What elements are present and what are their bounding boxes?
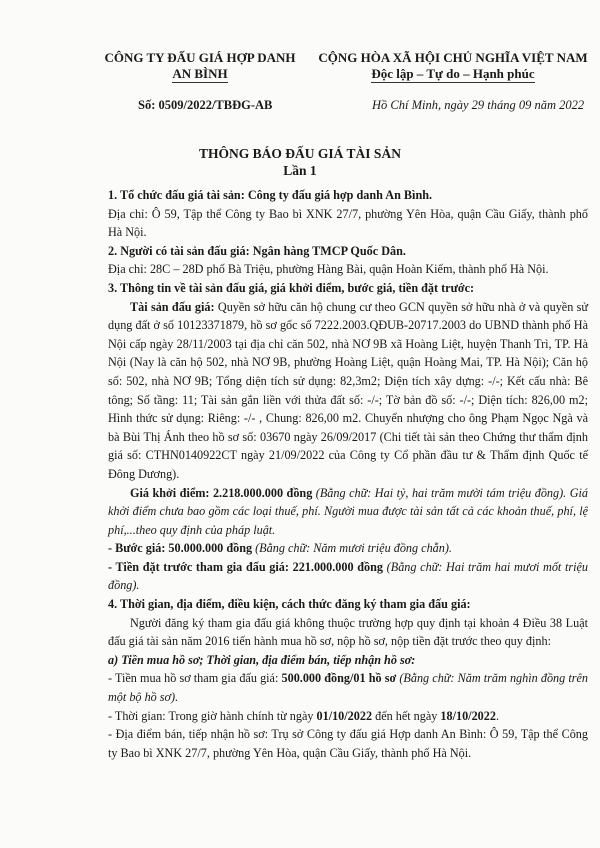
start-price-words: (Bằng chữ: Hai tỷ, hai trăm mười tám triệu đồng). Giá khởi điểm chưa bao gồm các loại thuế, phí. Người mua được tài sản tất cả các khoản thuế, phí, lệ phí,...theo quy định của pháp luật. — [108, 485, 588, 537]
time-end: . — [495, 708, 499, 723]
time-to: 18/10/2022 — [440, 708, 496, 723]
asset-paragraph — [108, 298, 588, 484]
fee-prefix: - Tiền mua hồ sơ tham gia đấu giá: — [108, 671, 282, 686]
org-name-line2: AN BÌNH — [172, 66, 228, 81]
deposit-words: (Bằng chữ: Hai trăm hai mươi mốt triệu đồng). — [108, 559, 589, 593]
time-mid: đến hết ngày — [372, 708, 441, 723]
step-paragraph — [108, 539, 588, 558]
deposit-label: - Tiền đặt trước tham gia đấu giá: 221.000.000 đồng — [108, 559, 383, 574]
document-subtitle: Lần 1 — [283, 163, 317, 178]
document-title: THÔNG BÁO ĐẤU GIÁ TÀI SẢN — [199, 146, 401, 161]
place-paragraph: - Địa điểm bán, tiếp nhận hồ sơ: Trụ sở Công ty đấu giá Hợp danh An Bình: Ô 59, Tập thể Công ty Bao bì XNK 27/7, phường Yên Hòa, quận Cầu Giấy, thành phố Hà Nội. — [108, 727, 588, 760]
time-from: 01/10/2022 — [316, 708, 373, 723]
section1-heading: 1. Tổ chức đấu giá tài sản: Công ty đấu giá hợp danh An Bình. — [108, 188, 433, 202]
section2-heading: 2. Người có tài sản đấu giá: Ngân hàng TMCP Quốc Dân. — [108, 243, 406, 258]
section4-intro: Người đăng ký tham gia đấu giá không thuộc trường hợp quy định tại khoản 4 Điều 38 Luật đấu giá tài sản năm 2016 tiến hành mua hồ sơ, nộp hồ sơ, nộp tiền đặt trước theo quy định: — [108, 615, 588, 649]
asset-description: Quyền sở hữu căn hộ chung cư theo GCN quyền sở hữu nhà ở và quyền sử dụng đất ở số 10123371879, hồ sơ gốc số 7222.2003.QĐUB-20717.2003 do UBND thành phố Hà Nội cấp ngày 28/11/2003 tại địa chỉ căn 502, nhà NƠ 9B xã Hoàng Liệt, huyện Thanh Trì, TP. Hà Nội (Nay là căn hộ 502, nhà NƠ 9B, phường Hoàng Liệt, quận Hoàng Mai, TP. Hà Nội); Căn hộ số: 502, nhà NƠ 9B; Tổng diện tích sử dụng: 82,3m2; Diện tích xây dựng: -/-; Kết cấu nhà: Bê tông; Số tầng: 11; Tài sản gắn liền với thửa đất số: -/-; Tờ bản đồ số: -/-; Diện tích: 826,00 m2; Hình thức sử dụng: Riêng: -/- , Chung: 826,00 m2. Chuyển nhượng cho ông Phạm Ngọc Ngà và bà Bùi Thị Ánh theo hồ sơ số: 03670 ngày 26/09/2017 (Chi tiết tài sản theo Chứng thư thẩm định giá số: CTHN0140922CT ngày 21/09/2022 của Công ty Cổ phần đầu tư & Thẩm định Quốc tế Đông Dương). — [108, 299, 589, 481]
national-header — [318, 50, 588, 83]
step-words: (Bằng chữ: Năm mươi triệu đồng chẵn). — [252, 541, 452, 556]
section1-address: Địa chỉ: Ô 59, Tập thể Công ty Bao bì XNK 27/7, phường Yên Hòa, quận Cầu Giấy, thành phố Hà Nội. — [108, 206, 588, 240]
time-prefix: - Thời gian: Trong giờ hành chính từ ngày — [108, 708, 317, 723]
fee-paragraph — [108, 669, 588, 706]
section2-address: Địa chỉ: 28C – 28D phố Bà Triệu, phường Hàng Bài, quận Hoàn Kiếm, thành phố Hà Nội. — [108, 262, 549, 277]
document-body — [108, 186, 588, 762]
section3-heading: 3. Thông tin về tài sản đấu giá, giá khởi điểm, bước giá, tiền đặt trước: — [108, 280, 475, 295]
nation-motto: Độc lập – Tự do – Hạnh phúc — [371, 66, 535, 81]
nation-title: CỘNG HÒA XÃ HỘI CHỦ NGHĨA VIỆT NAM — [318, 50, 588, 65]
asset-label: Tài sản đấu giá: — [130, 299, 215, 314]
organization-header — [100, 50, 300, 83]
time-paragraph — [108, 707, 588, 726]
section4-heading: 4. Thời gian, địa điểm, điều kiện, cách thức đăng ký tham gia đấu giá: — [108, 597, 471, 612]
step-label: - Bước giá: 50.000.000 đồng — [108, 541, 253, 556]
document-date: Hồ Chí Minh, ngày 29 tháng 09 năm 2022 — [372, 98, 585, 112]
fee-words: (Bằng chữ: Năm trăm nghìn đồng trên một bộ hồ sơ). — [108, 671, 589, 705]
deposit-paragraph — [108, 558, 588, 595]
org-name-line1: CÔNG TY ĐẤU GIÁ HỢP DANH — [104, 50, 296, 65]
fee-value: 500.000 đồng/01 hồ sơ — [281, 671, 397, 686]
document-number: Số: 0509/2022/TBĐG-AB — [138, 98, 273, 112]
start-price-paragraph — [108, 484, 588, 540]
section4-sub-a: a) Tiền mua hồ sơ; Thời gian, địa điểm bán, tiếp nhận hồ sơ: — [108, 652, 416, 667]
start-price-label: Giá khởi điểm: 2.218.000.000 đồng — [130, 485, 313, 500]
